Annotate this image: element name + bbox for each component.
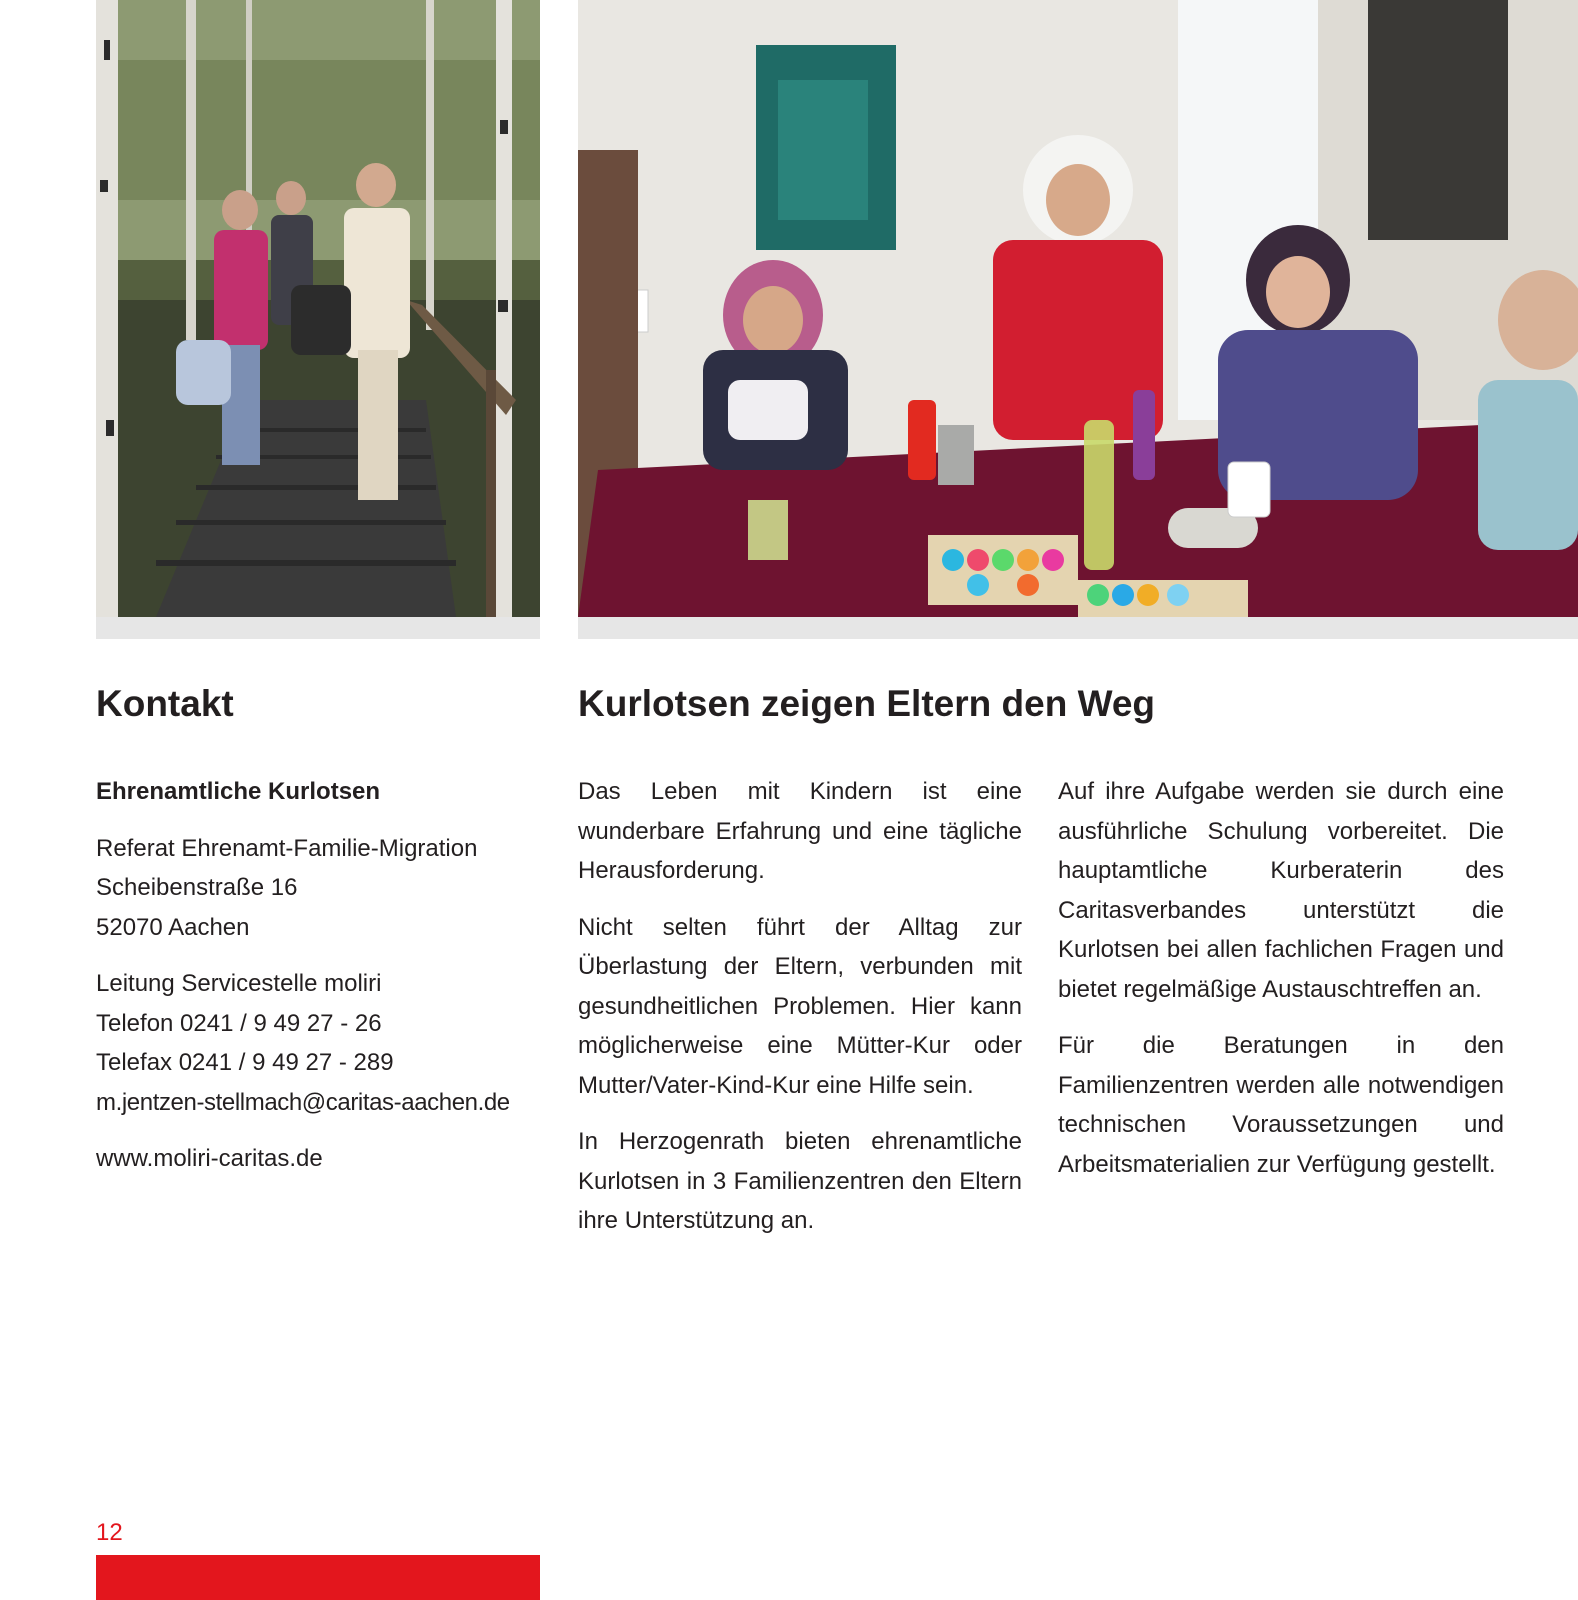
article-c1-p2: Nicht selten führt der Alltag zur Überlastung der Eltern, verbunden mit gesundheitlichen Problemen. Hier kann möglicherweise eine Mütter-Kur oder Mutter/Vater-Kind-Kur eine Hilfe sein.	[578, 913, 1022, 1099]
footer-accent-bar	[96, 1555, 540, 1600]
photo-forest-walk-caption-bar	[96, 617, 540, 639]
article-heading: Kurlotsen zeigen Eltern den Weg	[578, 683, 1156, 724]
article-c1-p1: Das Leben mit Kindern ist eine wunderbare Erfahrung und eine tägliche Herausforderung.	[578, 778, 1022, 884]
contact-telefon: Telefon 0241 / 9 49 27 - 26	[96, 1009, 382, 1037]
contact-email-link[interactable]: m.jentzen-stellmach@caritas-aachen.de	[96, 1088, 510, 1116]
article-c2-p1: Auf ihre Aufgabe werden sie durch eine ausführliche Schulung vorbereitet. Die hauptamtliche Kurberaterin des Caritasverbandes unterstützt die Kurlotsen bei allen fachlichen Fragen und bietet regelmäßige Austauschtreffen an.	[1058, 778, 1504, 1003]
kontakt-subheading: Ehrenamtliche Kurlotsen	[96, 778, 381, 805]
kontakt-contact	[96, 964, 546, 1122]
article-c1-p3: In Herzogenrath bieten ehrenamtliche Kurlotsen in 3 Familienzentren den Eltern ihre Unterstützung an.	[578, 1128, 1022, 1234]
kontakt-heading: Kontakt	[96, 683, 234, 724]
contact-leitung: Leitung Servicestelle moliri	[96, 970, 382, 997]
contact-telefax: Telefax 0241 / 9 49 27 - 289	[96, 1049, 394, 1076]
article-c2-p2: Für die Beratungen in den Familienzentren werden alle notwendigen technischen Voraussetzungen und Arbeitsmaterialien zur Verfügung gestellt.	[1058, 1032, 1504, 1178]
address-line-2: Scheibenstraße 16	[96, 874, 298, 901]
article-column-2	[1058, 772, 1504, 1201]
photo-egg-painting-caption-bar	[578, 617, 1578, 639]
address-line-3: 52070 Aachen	[96, 913, 250, 941]
photo-forest-walk	[96, 0, 540, 617]
website-link[interactable]: www.moliri-caritas.de	[96, 1145, 323, 1172]
kontakt-address	[96, 829, 546, 948]
address-line-1: Referat Ehrenamt-Familie-Migration	[96, 834, 478, 862]
page-number: 12	[96, 1519, 123, 1546]
photo-egg-painting	[578, 0, 1578, 617]
kontakt-column	[96, 772, 546, 1196]
article-column-1	[578, 772, 1022, 1258]
